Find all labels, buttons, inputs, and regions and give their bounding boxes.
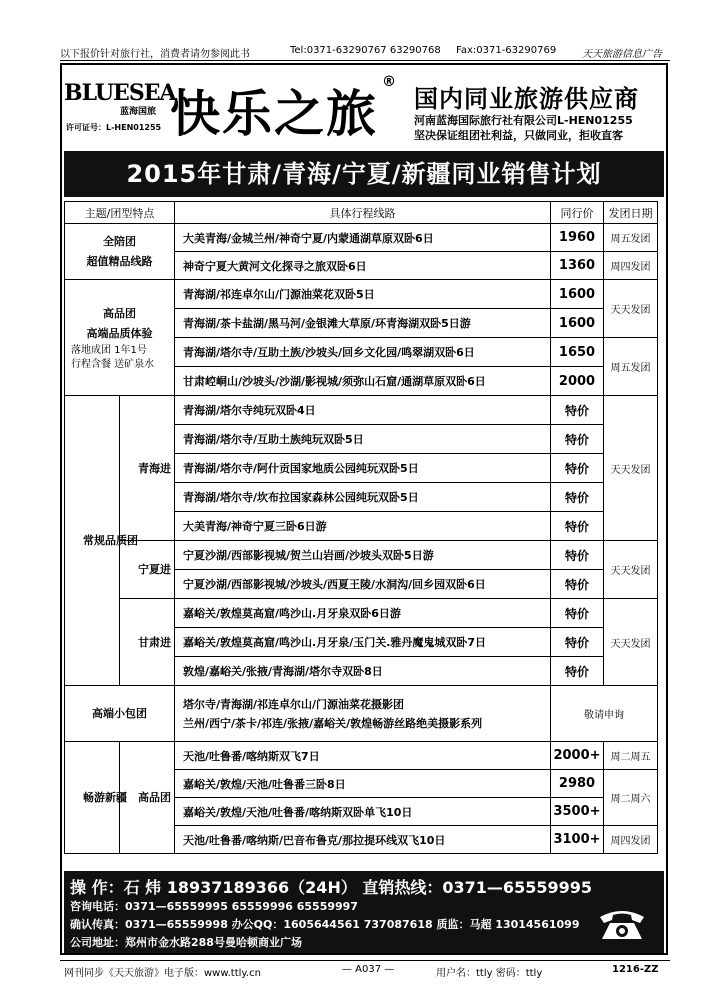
route-cell: 青海湖/祁连卓尔山/门源油菜花双卧5日 [175,280,551,309]
header-price: 同行价 [551,202,604,224]
price-cell: 特价 [551,541,604,570]
route-cell: 天池/吐鲁番/喀纳斯双飞7日 [175,742,551,770]
sub-qinghai [120,396,175,541]
group-premium-sub: 高端品质体验 [86,326,153,340]
sub-qinghai-title: 青海进 [138,461,171,475]
group-premium-note-2: 行程含餐 送矿泉水 [71,358,155,370]
company-name: 河南蓝海国际旅行社有限公司L-HEN01255 [414,114,633,127]
top-notice-bar [60,44,670,61]
sub-gansu-title: 甘肃进 [138,635,171,649]
brand-title: 快乐之旅 [170,84,378,143]
price-cell: 2000+ [551,742,604,770]
sub-xinjiang-premium-title: 高品团 [138,791,171,804]
route-cell: 神奇宁夏大黄河文化探寻之旅双卧6日 [175,252,551,280]
logo-sub-text: 蓝海国旅 [120,107,157,117]
supplier-title: 国内同业旅游供应商 [414,85,639,113]
plan-banner: 2015年甘肃/青海/宁夏/新疆同业销售计划 [64,151,664,197]
registered-mark: ® [382,74,396,90]
consult-line: 咨询电话：0371—65559995 65559996 65559997 [70,900,358,913]
table-row [65,599,658,628]
group-small-premium: 高端小包团 [65,686,175,742]
route-cell: 青海湖/塔尔寺/互助土族纯玩双卧5日 [175,425,551,454]
route-cell: 大美青海/金城兰州/神奇宁夏/内蒙通湖草原双卧6日 [175,224,551,252]
group-regular-title: 常规品质团 [83,534,138,547]
header-route: 具体行程线路 [175,202,551,224]
price-cell: 2980 [551,770,604,798]
logo-text: BLUESEA [64,80,176,106]
route-cell: 青海湖/塔尔寺/阿什贡国家地质公园纯玩双卧5日 [175,454,551,483]
price-cell: 2000 [551,367,604,396]
table-row [65,686,658,742]
route-cell: 青海湖/塔尔寺纯玩双卧4日 [175,396,551,425]
price-cell: 特价 [551,396,604,425]
top-tel: Tel:0371-63290767 63290768 [290,45,441,56]
table-row [65,280,658,309]
confirm-line: 确认传真：0371—65559998 办公QQ：1605644561 737087618 质监：马超 13014561099 [70,918,580,931]
group-full-escort-sub: 超值精品线路 [86,254,153,268]
date-cell: 周二周六 [604,770,658,826]
price-cell: 特价 [551,512,604,541]
route-cell: 甘肃崆峒山/沙坡头/沙湖/影视城/须弥山石窟/通湖草原双卧6日 [175,367,551,396]
route-line-2: 兰州/西宁/茶卡/祁连/张掖/嘉峪关/敦煌畅游丝路绝美摄影系列 [183,716,483,730]
date-cell: 周五发团 [604,338,658,396]
price-cell: 1960 [551,224,604,252]
price-cell: 特价 [551,454,604,483]
price-cell: 3100+ [551,826,604,854]
date-cell: 周五发团 [604,224,658,252]
top-ad-label: 天天旅游信息广告 [582,49,662,60]
table-row [65,742,658,770]
group-premium [65,280,175,396]
price-cell: 3500+ [551,798,604,826]
route-cell [175,686,551,742]
date-cell: 天天发团 [604,599,658,686]
price-cell: 1600 [551,280,604,309]
date-cell: 天天发团 [604,541,658,599]
license-number: 许可证号：L-HEN01255 [66,123,162,132]
route-cell: 嘉峪关/敦煌/天池/吐鲁番/喀纳斯双卧单飞10日 [175,798,551,826]
route-cell: 嘉峪关/敦煌莫高窟/鸣沙山.月牙泉双卧6日游 [175,599,551,628]
table-row [65,541,658,570]
price-cell: 特价 [551,599,604,628]
issue-code: 1216-ZZ [612,964,659,975]
route-cell: 敦煌/嘉峪关/张掖/青海湖/塔尔寺双卧8日 [175,657,551,686]
route-cell: 嘉峪关/敦煌/天池/吐鲁番三卧8日 [175,770,551,798]
operator-line: 操 作：石 炜 18937189366（24H） 直销热线：0371—65559995 [70,878,592,897]
address-line: 公司地址：郑州市金水路288号曼哈顿商业广场 [70,936,302,949]
bluesea-logo [64,80,176,138]
price-cell: 敬请申询 [551,686,658,742]
route-cell: 青海湖/塔尔寺/互助土族/沙坡头/回乡文化园/鸣翠湖双卧6日 [175,338,551,367]
date-cell: 周四发团 [604,826,658,854]
group-xinjiang-title: 畅游新疆 [83,791,127,804]
header-theme: 主题/团型特点 [65,202,175,224]
table-header-row [65,202,658,224]
route-cell: 宁夏沙湖/西部影视城/沙坡头/西夏王陵/水洞沟/回乡园双卧6日 [175,570,551,599]
price-cell: 特价 [551,657,604,686]
group-premium-note-1: 落地成团 1年1号 [71,344,147,356]
contact-footer [64,871,664,953]
price-cell: 特价 [551,570,604,599]
telephone-icon [596,903,648,943]
table-row [65,396,658,425]
sub-gansu [120,599,175,686]
price-cell: 特价 [551,483,604,512]
table-row [65,224,658,252]
consumer-notice: 以下报价针对旅行社，消费者请勿参阅此书 [60,49,250,60]
date-cell: 周四发团 [604,252,658,280]
route-cell: 宁夏沙湖/西部影视城/贺兰山岩画/沙坡头双卧5日游 [175,541,551,570]
price-cell: 特价 [551,425,604,454]
price-cell: 1360 [551,252,604,280]
company-slogan: 坚决保证组团社利益，只做同业，拒收直客 [414,129,623,142]
header-date: 发团日期 [604,202,658,224]
group-xinjiang [65,742,127,854]
price-cell: 1650 [551,338,604,367]
bottom-bar [60,960,670,977]
sync-info: 网刊同步《天天旅游》电子版：www.ttly.cn [64,968,261,979]
route-cell: 青海湖/塔尔寺/坎布拉国家森林公园纯玩双卧5日 [175,483,551,512]
login-info: 用户名：ttly 密码：ttly [436,968,543,979]
group-regular [65,396,138,686]
sub-xinjiang-premium [120,742,175,854]
date-cell: 周二周五 [604,742,658,770]
group-full-escort [65,224,175,280]
top-fax: Fax:0371-63290769 [456,45,557,56]
route-cell: 青海湖/茶卡盐湖/黑马河/金银滩大草原/环青海湖双卧5日游 [175,309,551,338]
date-cell: 天天发团 [604,280,658,338]
route-line-1: 塔尔寺/青海湖/祁连卓尔山/门源油菜花摄影团 [183,697,405,711]
sub-ningxia [120,541,175,599]
date-cell: 天天发团 [604,396,658,541]
page-number: — A037 — [342,964,395,975]
route-cell: 天池/吐鲁番/喀纳斯/巴音布鲁克/那拉提环线双飞10日 [175,826,551,854]
group-premium-title: 高品团 [103,306,136,320]
route-cell: 大美青海/神奇宁夏三卧6日游 [175,512,551,541]
price-cell: 特价 [551,628,604,657]
tour-table [64,201,658,854]
route-cell: 嘉峪关/敦煌莫高窟/鸣沙山.月牙泉/玉门关.雅丹魔鬼城双卧7日 [175,628,551,657]
price-cell: 1600 [551,309,604,338]
sub-ningxia-title: 宁夏进 [138,563,171,576]
group-full-escort-title: 全陪团 [103,234,136,248]
